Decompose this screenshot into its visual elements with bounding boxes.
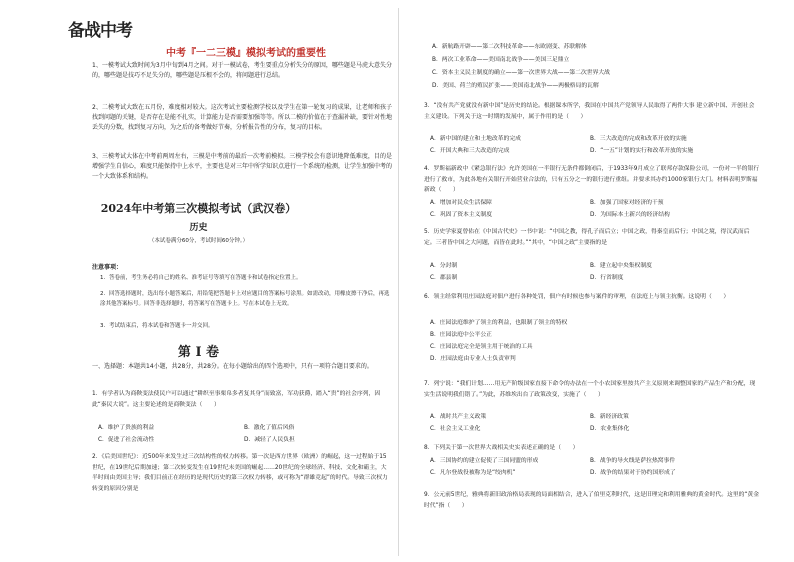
question-8-options <box>430 456 760 480</box>
question-5-stem: 5．历史学家夏曾佑在《中国古代史》一书中说：“中国之教，得孔子而后立；中国之政，得秦皇而后行；中国之境，得汉武而后定。三者皆中国之大问题，而皆在此时。”“其中，“中国之政”主要指的是 <box>424 229 750 246</box>
option: B．战争的导火线是萨拉热窝事件 <box>590 458 676 464</box>
question-6-options <box>430 318 760 368</box>
option: B．激化了值后风俗 <box>244 425 295 431</box>
notice-item-2: 2．回答选择题时，选出每小题答案后，用铅笔把答题卡上对应题目的答案标号涂黑。如需改动，用橡皮擦干净后，再选涂其他答案标号。回答非选择题时，将答案写在答题卡上。写在本试卷上无效。 <box>100 291 390 307</box>
option: C．庄园法庭完全是领主用于统治的工具 <box>430 344 533 350</box>
option: D．“一五”计划的实行和改革开放的实施 <box>590 148 694 154</box>
question-8-stem: 8．下列关于第一次世界大战相关史实表述正确的是（ ） <box>424 445 579 451</box>
question-4-stem: 4．罗斯福新政中《紧急银行法》允许美国在一半银行无条件都倒闭后，于1933年9月成立了联邦存款保险公司，一份对一半的银行进行了救市，为此各地有关银行开始营业合法的，只有五分之一的银行进行重组。并要求其办约1000家银行大门。材料表明罗斯福新政（ ） <box>424 166 760 194</box>
option: D．战争的结果对于协约国形成了 <box>590 470 676 476</box>
question-2-options <box>432 42 772 98</box>
option: C．开国大典和三大改造的完成 <box>430 148 510 154</box>
option: A．维护了贵族的利益 <box>98 425 155 431</box>
option: D．庄园法庭由专业人士负责审判 <box>430 356 516 362</box>
question-4-options <box>430 198 760 222</box>
exam-meta: （本试卷满分60分，考试时间60分钟。） <box>148 238 249 244</box>
question-6-stem: 6．领主经常利用庄园法庭对佃户进行各种处罚，佃户有时候也参与案件的审理，在法庭上与领主抗衡。这说明（ ） <box>424 294 730 300</box>
option: D．减轻了人民负担 <box>244 437 295 443</box>
question-7-stem: 7．列宁说：“我们计划……用无产阶级国家直接下命令的办法在一个小农国家里按共产主义原则来调整国家的产品生产和分配，现实生活说明我们错了。”为此，苏维埃出台了政策改变，实施了（ ） <box>424 381 756 398</box>
banner-title: 中考『一二三模』模拟考试的重要性 <box>166 48 326 59</box>
exam-subject: 历史 <box>189 223 208 233</box>
option: C．资本主义民主制度的确立——第一次世界大战——第二次世界大战 <box>432 70 610 76</box>
option: A．新航路开辟——第二次科技革命——东欧剧变、苏联解体 <box>432 44 587 50</box>
question-9-stem: 9．公元前5世纪，雅典将新旧政治格局表现的局面相结合，进入了伯里克利时代，这是旧理完和利用雅典的黄金时代。这里的“黄金时代”指（ ） <box>424 492 760 509</box>
option: C．巩固了资本主义制度 <box>430 212 493 218</box>
option: A．分封制 <box>430 263 458 269</box>
option: D．美国、荷兰的殖民扩张——美国南北战争——两极格局的瓦解 <box>432 83 599 89</box>
notice-item-1: 1．答卷前，考生务必将自己的姓名、准考证号等填写在答题卡和试卷指定位置上。 <box>100 275 302 281</box>
option: C．郡县制 <box>430 275 458 281</box>
question-7-options <box>430 412 760 436</box>
logo-text: 备战中考 <box>68 21 132 41</box>
option: D．为国际本土新兴的经济结构 <box>590 212 670 218</box>
option: C．促进了社会流动性 <box>98 437 155 443</box>
notice-item-3: 3．考试结束后，将本试卷和答题卡一并交回。 <box>100 323 214 329</box>
option: A．三国协约的建立促使了三国同盟的形成 <box>430 458 539 464</box>
option: B．庄园法庭中公平公正 <box>430 332 492 338</box>
section-instructions: 一、选择题：本题共14小题，共28分，共28分。在每小题给出的四个选项中，只有一项符合题目要求的。 <box>92 363 373 370</box>
option: A．增加对民众生活保障 <box>430 200 492 206</box>
question-1-options <box>98 423 388 447</box>
question-3-stem: 3．“没有共产党就没有新中国”是历史的结论。根据课本所学，我国在中国共产党领导人民取得了两件大事 建立新中国、开创社会主义建设。下列关于这一时期的发展中，属于作用的是（ ） <box>424 103 755 120</box>
option: B．加强了国家对经济的干预 <box>590 200 664 206</box>
option: D．行省制度 <box>590 275 624 281</box>
question-3-options <box>430 134 760 158</box>
brand-logo <box>68 14 138 48</box>
volume-heading: 第 I 卷 <box>177 345 220 360</box>
option: D．农业集体化 <box>590 426 630 432</box>
option: A．战时共产主义政策 <box>430 414 487 420</box>
question-5-options <box>430 261 760 285</box>
option: A．新中国的建立和土地改革的完成 <box>430 136 521 142</box>
exam-title: 2024年中考第三次模拟考试（武汉卷） <box>100 202 297 215</box>
option: A．庄园法庭维护了领主的利益，也限制了领主的特权 <box>430 320 568 326</box>
option: B．两次工业革命——美国南北战争——美国三足鼎立 <box>432 57 570 63</box>
option: B．新经济政策 <box>590 414 629 420</box>
intro-paragraph-3: 3、三模考试大体在中考前两周左右，三模是中考前的最后一次考前模拟。三模学校会有意识地降低难度，目的是增强学生自信心，难度只能保持中上水平，主要也是对三年中所学知识点进行一个系统的检测，让学生加强中考的一个大致体系和结构。 <box>92 153 393 181</box>
option: B．建立起中央集权制度 <box>590 263 652 269</box>
option: B．三大改造的完成和改革开放的实施 <box>590 136 687 142</box>
question-1-stem: 1．有学者认为商鞅变法使民户可以通过“耕织至事栗帛多者复其身”而致富，军功获爵，踏入“贵”的社会序列，因此“秦民大说”。这主要论述的是商鞅变法（ ） <box>92 391 381 408</box>
intro-paragraph-1: 1、一模考试大致时间为3月中旬到4月之间。对于一模试卷，考生要重点分析失分的原因，哪些题是马虎大意失分的，哪些题是技巧不足失分的，哪些题是压根不会的，将问题进行总结。 <box>92 62 392 80</box>
question-2-stem: 2．《后美国世纪》：近500年来发生过三次结构性的权力转移。第一次是西方世界（欧洲）的崛起，这一过程始于15世纪，在19世纪后期加速；第二次转变发生在19世纪末美国的崛起……20世纪的全球经济、科技、文化和霸主，大半时间由美国主导；我们目前正在经历的是现代历史的第三次权力转移，或可称为“群雄竞起”的时代。导致三次权力转变的原因分别是 <box>92 454 388 492</box>
column-divider <box>398 8 399 556</box>
option: C．社会主义工业化 <box>430 426 481 432</box>
option: C．凡尔登战役被称为是“绞肉机” <box>430 470 516 476</box>
intro-paragraph-2: 2、二模考试大致在五月份，难度相对较大。这次考试主要检测学校以及学生在第一轮复习的成果，让老师和孩子找到问题的关键，是否存在是能不扎实，计算能力是否需要加强等等。所以二模的价值在于查漏补缺，要针对性地丢失的分数，找到复习方向，为之后的备考做好节奏，分析报告性的分布，复习的目标。 <box>92 104 393 132</box>
notice-heading: 注意事项： <box>92 264 123 271</box>
